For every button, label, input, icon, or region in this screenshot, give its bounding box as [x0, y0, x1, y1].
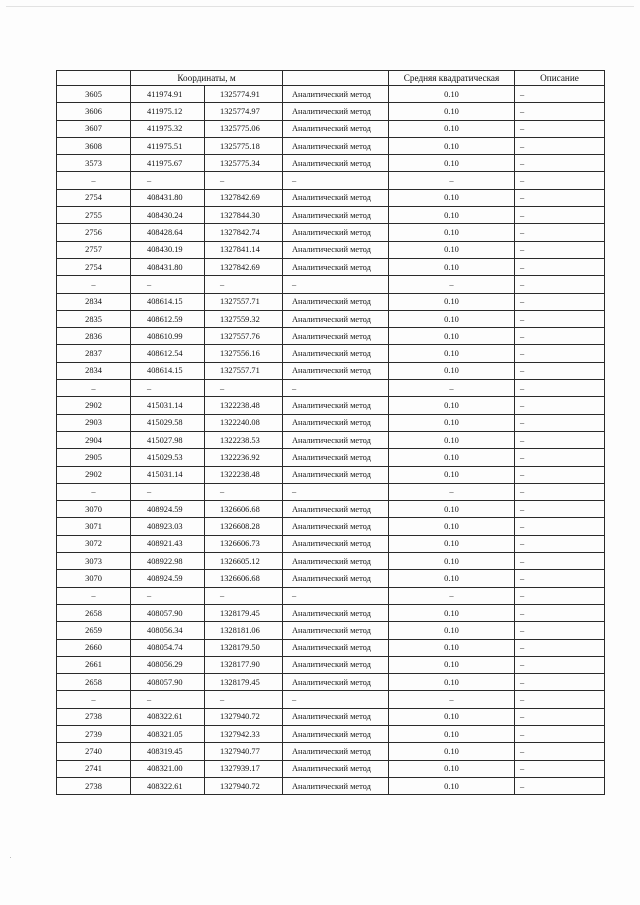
- method-cell: Аналитический метод: [283, 674, 389, 691]
- y-coordinate-cell: –: [205, 587, 283, 604]
- table-row: [57, 155, 605, 172]
- y-coordinate-cell: 1322238.48: [205, 397, 283, 414]
- x-coordinate-cell: 408430.19: [131, 241, 205, 258]
- description-cell: –: [515, 656, 605, 673]
- table-row: [57, 622, 605, 639]
- table-row: [57, 535, 605, 552]
- point-number-cell: 2741: [57, 760, 131, 777]
- y-coordinate-cell: 1327940.72: [205, 708, 283, 725]
- mean-square-error-cell: 0.10: [389, 207, 515, 224]
- table-row: [57, 207, 605, 224]
- y-coordinate-cell: 1328177.90: [205, 656, 283, 673]
- table-row: [57, 241, 605, 258]
- y-coordinate-cell: 1327557.71: [205, 293, 283, 310]
- x-coordinate-cell: 408614.15: [131, 362, 205, 379]
- table-row: [57, 86, 605, 103]
- method-cell: Аналитический метод: [283, 137, 389, 154]
- mean-square-error-cell: 0.10: [389, 725, 515, 742]
- point-number-cell: 2835: [57, 310, 131, 327]
- table-row: [57, 397, 605, 414]
- x-coordinate-cell: –: [131, 172, 205, 189]
- table-row: [57, 137, 605, 154]
- x-coordinate-cell: 408614.15: [131, 293, 205, 310]
- point-number-cell: 2903: [57, 414, 131, 431]
- description-cell: –: [515, 483, 605, 500]
- y-coordinate-cell: 1325775.34: [205, 155, 283, 172]
- x-coordinate-cell: 408430.24: [131, 207, 205, 224]
- description-cell: –: [515, 725, 605, 742]
- y-coordinate-cell: 1328179.45: [205, 604, 283, 621]
- method-cell: Аналитический метод: [283, 708, 389, 725]
- y-coordinate-cell: 1326606.73: [205, 535, 283, 552]
- description-cell: –: [515, 172, 605, 189]
- method-cell: Аналитический метод: [283, 120, 389, 137]
- y-coordinate-cell: 1327940.72: [205, 777, 283, 794]
- table-row: [57, 708, 605, 725]
- table-row: [57, 674, 605, 691]
- y-coordinate-cell: 1326605.12: [205, 553, 283, 570]
- description-cell: –: [515, 414, 605, 431]
- mean-square-error-cell: 0.10: [389, 639, 515, 656]
- mean-square-error-cell: –: [389, 587, 515, 604]
- x-coordinate-cell: –: [131, 380, 205, 397]
- y-coordinate-cell: 1328181.06: [205, 622, 283, 639]
- description-cell: –: [515, 553, 605, 570]
- table-row: [57, 553, 605, 570]
- point-number-cell: 2904: [57, 431, 131, 448]
- description-cell: –: [515, 622, 605, 639]
- y-coordinate-cell: 1328179.50: [205, 639, 283, 656]
- x-coordinate-cell: 411975.51: [131, 137, 205, 154]
- description-cell: –: [515, 639, 605, 656]
- table-row: [57, 362, 605, 379]
- point-number-cell: 2740: [57, 743, 131, 760]
- x-coordinate-cell: 408322.61: [131, 708, 205, 725]
- mean-square-error-cell: 0.10: [389, 431, 515, 448]
- method-cell: Аналитический метод: [283, 431, 389, 448]
- mean-square-error-cell: 0.10: [389, 777, 515, 794]
- method-cell: –: [283, 172, 389, 189]
- description-cell: –: [515, 328, 605, 345]
- point-number-cell: 3606: [57, 103, 131, 120]
- description-cell: –: [515, 518, 605, 535]
- mean-square-error-cell: 0.10: [389, 604, 515, 621]
- x-coordinate-cell: 408924.59: [131, 570, 205, 587]
- method-cell: Аналитический метод: [283, 224, 389, 241]
- mean-square-error-cell: 0.10: [389, 241, 515, 258]
- y-coordinate-cell: –: [205, 691, 283, 708]
- x-coordinate-cell: 408431.80: [131, 258, 205, 275]
- separator-row: [57, 587, 605, 604]
- description-cell: –: [515, 120, 605, 137]
- table-row: [57, 466, 605, 483]
- y-coordinate-cell: –: [205, 380, 283, 397]
- separator-row: [57, 172, 605, 189]
- mean-square-error-cell: 0.10: [389, 155, 515, 172]
- method-cell: –: [283, 276, 389, 293]
- description-cell: –: [515, 258, 605, 275]
- method-cell: Аналитический метод: [283, 743, 389, 760]
- header-point-number: [57, 71, 131, 86]
- mean-square-error-cell: –: [389, 691, 515, 708]
- mean-square-error-cell: 0.10: [389, 501, 515, 518]
- method-cell: Аналитический метод: [283, 397, 389, 414]
- x-coordinate-cell: 415029.58: [131, 414, 205, 431]
- table-row: [57, 656, 605, 673]
- point-number-cell: 2834: [57, 293, 131, 310]
- table-row: [57, 604, 605, 621]
- mean-square-error-cell: 0.10: [389, 535, 515, 552]
- point-number-cell: –: [57, 172, 131, 189]
- description-cell: –: [515, 604, 605, 621]
- point-number-cell: 2660: [57, 639, 131, 656]
- method-cell: Аналитический метод: [283, 622, 389, 639]
- point-number-cell: 3573: [57, 155, 131, 172]
- method-cell: –: [283, 587, 389, 604]
- mean-square-error-cell: 0.10: [389, 293, 515, 310]
- mean-square-error-cell: –: [389, 172, 515, 189]
- mean-square-error-cell: 0.10: [389, 708, 515, 725]
- y-coordinate-cell: 1327557.76: [205, 328, 283, 345]
- x-coordinate-cell: 408054.74: [131, 639, 205, 656]
- point-number-cell: 3073: [57, 553, 131, 570]
- separator-row: [57, 691, 605, 708]
- description-cell: –: [515, 431, 605, 448]
- description-cell: –: [515, 155, 605, 172]
- mean-square-error-cell: 0.10: [389, 518, 515, 535]
- x-coordinate-cell: 408056.29: [131, 656, 205, 673]
- x-coordinate-cell: –: [131, 483, 205, 500]
- point-number-cell: 2755: [57, 207, 131, 224]
- point-number-cell: 2837: [57, 345, 131, 362]
- point-number-cell: 3608: [57, 137, 131, 154]
- x-coordinate-cell: 408922.98: [131, 553, 205, 570]
- header-description: Описание: [515, 71, 605, 86]
- x-coordinate-cell: 415031.14: [131, 466, 205, 483]
- table-row: [57, 431, 605, 448]
- description-cell: –: [515, 103, 605, 120]
- point-number-cell: 2754: [57, 189, 131, 206]
- point-number-cell: 2661: [57, 656, 131, 673]
- x-coordinate-cell: 415029.53: [131, 449, 205, 466]
- point-number-cell: 2738: [57, 708, 131, 725]
- description-cell: –: [515, 743, 605, 760]
- point-number-cell: 3072: [57, 535, 131, 552]
- y-coordinate-cell: 1328179.45: [205, 674, 283, 691]
- x-coordinate-cell: 408322.61: [131, 777, 205, 794]
- description-cell: –: [515, 362, 605, 379]
- y-coordinate-cell: 1325775.06: [205, 120, 283, 137]
- x-coordinate-cell: 408923.03: [131, 518, 205, 535]
- x-coordinate-cell: 408056.34: [131, 622, 205, 639]
- method-cell: Аналитический метод: [283, 604, 389, 621]
- description-cell: –: [515, 241, 605, 258]
- table-row: [57, 570, 605, 587]
- mean-square-error-cell: 0.10: [389, 656, 515, 673]
- table-row: [57, 293, 605, 310]
- table-row: [57, 224, 605, 241]
- method-cell: Аналитический метод: [283, 345, 389, 362]
- table-row: [57, 725, 605, 742]
- point-number-cell: 2738: [57, 777, 131, 794]
- point-number-cell: 2739: [57, 725, 131, 742]
- y-coordinate-cell: 1322240.08: [205, 414, 283, 431]
- y-coordinate-cell: 1325774.91: [205, 86, 283, 103]
- page-top-edge: [6, 6, 634, 7]
- description-cell: –: [515, 207, 605, 224]
- mean-square-error-cell: 0.10: [389, 553, 515, 570]
- x-coordinate-cell: 408321.05: [131, 725, 205, 742]
- table-body: [57, 86, 605, 795]
- table-row: [57, 639, 605, 656]
- method-cell: Аналитический метод: [283, 241, 389, 258]
- y-coordinate-cell: 1327842.69: [205, 189, 283, 206]
- y-coordinate-cell: 1326606.68: [205, 570, 283, 587]
- y-coordinate-cell: 1327942.33: [205, 725, 283, 742]
- method-cell: Аналитический метод: [283, 535, 389, 552]
- x-coordinate-cell: –: [131, 276, 205, 293]
- point-number-cell: 3605: [57, 86, 131, 103]
- x-coordinate-cell: 415027.98: [131, 431, 205, 448]
- point-number-cell: 2836: [57, 328, 131, 345]
- table-row: [57, 743, 605, 760]
- method-cell: –: [283, 483, 389, 500]
- mean-square-error-cell: 0.10: [389, 570, 515, 587]
- y-coordinate-cell: 1327841.14: [205, 241, 283, 258]
- point-number-cell: 2658: [57, 674, 131, 691]
- mean-square-error-cell: 0.10: [389, 760, 515, 777]
- x-coordinate-cell: 411974.91: [131, 86, 205, 103]
- method-cell: Аналитический метод: [283, 293, 389, 310]
- table-row: [57, 501, 605, 518]
- description-cell: –: [515, 708, 605, 725]
- point-number-cell: 2905: [57, 449, 131, 466]
- x-coordinate-cell: 411975.32: [131, 120, 205, 137]
- y-coordinate-cell: 1327844.30: [205, 207, 283, 224]
- mean-square-error-cell: –: [389, 483, 515, 500]
- table-row: [57, 328, 605, 345]
- description-cell: –: [515, 674, 605, 691]
- point-number-cell: 2834: [57, 362, 131, 379]
- mean-square-error-cell: 0.10: [389, 310, 515, 327]
- description-cell: –: [515, 86, 605, 103]
- y-coordinate-cell: 1325774.97: [205, 103, 283, 120]
- point-number-cell: 2902: [57, 466, 131, 483]
- mean-square-error-cell: 0.10: [389, 189, 515, 206]
- y-coordinate-cell: 1322236.92: [205, 449, 283, 466]
- method-cell: Аналитический метод: [283, 466, 389, 483]
- mean-square-error-cell: 0.10: [389, 466, 515, 483]
- table-row: [57, 258, 605, 275]
- point-number-cell: 3071: [57, 518, 131, 535]
- coordinates-table: [56, 70, 605, 795]
- mean-square-error-cell: 0.10: [389, 414, 515, 431]
- point-number-cell: 3070: [57, 501, 131, 518]
- separator-row: [57, 276, 605, 293]
- point-number-cell: 2757: [57, 241, 131, 258]
- mean-square-error-cell: 0.10: [389, 86, 515, 103]
- point-number-cell: 2659: [57, 622, 131, 639]
- x-coordinate-cell: 415031.14: [131, 397, 205, 414]
- table-header-row: [57, 71, 605, 86]
- mean-square-error-cell: 0.10: [389, 362, 515, 379]
- mean-square-error-cell: 0.10: [389, 120, 515, 137]
- x-coordinate-cell: 408612.59: [131, 310, 205, 327]
- method-cell: Аналитический метод: [283, 189, 389, 206]
- y-coordinate-cell: 1325775.18: [205, 137, 283, 154]
- y-coordinate-cell: 1326608.28: [205, 518, 283, 535]
- method-cell: –: [283, 380, 389, 397]
- mean-square-error-cell: 0.10: [389, 743, 515, 760]
- y-coordinate-cell: 1327842.69: [205, 258, 283, 275]
- y-coordinate-cell: –: [205, 483, 283, 500]
- y-coordinate-cell: –: [205, 172, 283, 189]
- point-number-cell: 3070: [57, 570, 131, 587]
- x-coordinate-cell: 411975.67: [131, 155, 205, 172]
- point-number-cell: 2756: [57, 224, 131, 241]
- method-cell: Аналитический метод: [283, 362, 389, 379]
- mean-square-error-cell: 0.10: [389, 674, 515, 691]
- method-cell: Аналитический метод: [283, 207, 389, 224]
- description-cell: –: [515, 449, 605, 466]
- x-coordinate-cell: –: [131, 691, 205, 708]
- description-cell: –: [515, 276, 605, 293]
- y-coordinate-cell: 1327559.32: [205, 310, 283, 327]
- x-coordinate-cell: 408431.80: [131, 189, 205, 206]
- description-cell: –: [515, 587, 605, 604]
- point-number-cell: 3607: [57, 120, 131, 137]
- header-method: [283, 71, 389, 86]
- method-cell: Аналитический метод: [283, 777, 389, 794]
- x-coordinate-cell: 408321.00: [131, 760, 205, 777]
- table-row: [57, 310, 605, 327]
- y-coordinate-cell: 1326606.68: [205, 501, 283, 518]
- x-coordinate-cell: 408428.64: [131, 224, 205, 241]
- method-cell: Аналитический метод: [283, 725, 389, 742]
- description-cell: –: [515, 137, 605, 154]
- mean-square-error-cell: 0.10: [389, 137, 515, 154]
- mean-square-error-cell: 0.10: [389, 397, 515, 414]
- description-cell: –: [515, 760, 605, 777]
- table-row: [57, 760, 605, 777]
- mean-square-error-cell: 0.10: [389, 449, 515, 466]
- point-number-cell: –: [57, 587, 131, 604]
- method-cell: Аналитический метод: [283, 328, 389, 345]
- description-cell: –: [515, 293, 605, 310]
- method-cell: –: [283, 691, 389, 708]
- mean-square-error-cell: 0.10: [389, 345, 515, 362]
- description-cell: –: [515, 397, 605, 414]
- point-number-cell: –: [57, 276, 131, 293]
- header-coordinates: Координаты, м: [131, 71, 283, 86]
- table-row: [57, 449, 605, 466]
- method-cell: Аналитический метод: [283, 570, 389, 587]
- mean-square-error-cell: 0.10: [389, 328, 515, 345]
- x-coordinate-cell: 408057.90: [131, 604, 205, 621]
- method-cell: Аналитический метод: [283, 449, 389, 466]
- method-cell: Аналитический метод: [283, 553, 389, 570]
- description-cell: –: [515, 345, 605, 362]
- method-cell: Аналитический метод: [283, 310, 389, 327]
- separator-row: [57, 380, 605, 397]
- description-cell: –: [515, 466, 605, 483]
- y-coordinate-cell: –: [205, 276, 283, 293]
- method-cell: Аналитический метод: [283, 760, 389, 777]
- table-row: [57, 189, 605, 206]
- x-coordinate-cell: 408921.43: [131, 535, 205, 552]
- y-coordinate-cell: 1327557.71: [205, 362, 283, 379]
- mean-square-error-cell: –: [389, 380, 515, 397]
- point-number-cell: 2902: [57, 397, 131, 414]
- description-cell: –: [515, 535, 605, 552]
- mean-square-error-cell: 0.10: [389, 622, 515, 639]
- method-cell: Аналитический метод: [283, 501, 389, 518]
- description-cell: –: [515, 570, 605, 587]
- x-coordinate-cell: 408610.99: [131, 328, 205, 345]
- y-coordinate-cell: 1327939.17: [205, 760, 283, 777]
- x-coordinate-cell: 408924.59: [131, 501, 205, 518]
- description-cell: –: [515, 777, 605, 794]
- description-cell: –: [515, 380, 605, 397]
- point-number-cell: –: [57, 380, 131, 397]
- x-coordinate-cell: 408612.54: [131, 345, 205, 362]
- mean-square-error-cell: 0.10: [389, 224, 515, 241]
- table-row: [57, 120, 605, 137]
- y-coordinate-cell: 1322238.48: [205, 466, 283, 483]
- y-coordinate-cell: 1327940.77: [205, 743, 283, 760]
- separator-row: [57, 483, 605, 500]
- x-coordinate-cell: –: [131, 587, 205, 604]
- scan-speck: [10, 857, 11, 858]
- method-cell: Аналитический метод: [283, 518, 389, 535]
- method-cell: Аналитический метод: [283, 86, 389, 103]
- description-cell: –: [515, 224, 605, 241]
- method-cell: Аналитический метод: [283, 656, 389, 673]
- point-number-cell: 2658: [57, 604, 131, 621]
- y-coordinate-cell: 1322238.53: [205, 431, 283, 448]
- mean-square-error-cell: –: [389, 276, 515, 293]
- point-number-cell: 2754: [57, 258, 131, 275]
- mean-square-error-cell: 0.10: [389, 258, 515, 275]
- method-cell: Аналитический метод: [283, 414, 389, 431]
- description-cell: –: [515, 691, 605, 708]
- method-cell: Аналитический метод: [283, 258, 389, 275]
- x-coordinate-cell: 408057.90: [131, 674, 205, 691]
- x-coordinate-cell: 411975.12: [131, 103, 205, 120]
- header-mean-square-error: Средняя квадратическая: [389, 71, 515, 86]
- mean-square-error-cell: 0.10: [389, 103, 515, 120]
- method-cell: Аналитический метод: [283, 103, 389, 120]
- method-cell: Аналитический метод: [283, 639, 389, 656]
- point-number-cell: –: [57, 483, 131, 500]
- y-coordinate-cell: 1327842.74: [205, 224, 283, 241]
- table-row: [57, 414, 605, 431]
- table-row: [57, 518, 605, 535]
- point-number-cell: –: [57, 691, 131, 708]
- table-row: [57, 103, 605, 120]
- description-cell: –: [515, 189, 605, 206]
- x-coordinate-cell: 408319.45: [131, 743, 205, 760]
- y-coordinate-cell: 1327556.16: [205, 345, 283, 362]
- table-row: [57, 777, 605, 794]
- method-cell: Аналитический метод: [283, 155, 389, 172]
- description-cell: –: [515, 501, 605, 518]
- description-cell: –: [515, 310, 605, 327]
- table-row: [57, 345, 605, 362]
